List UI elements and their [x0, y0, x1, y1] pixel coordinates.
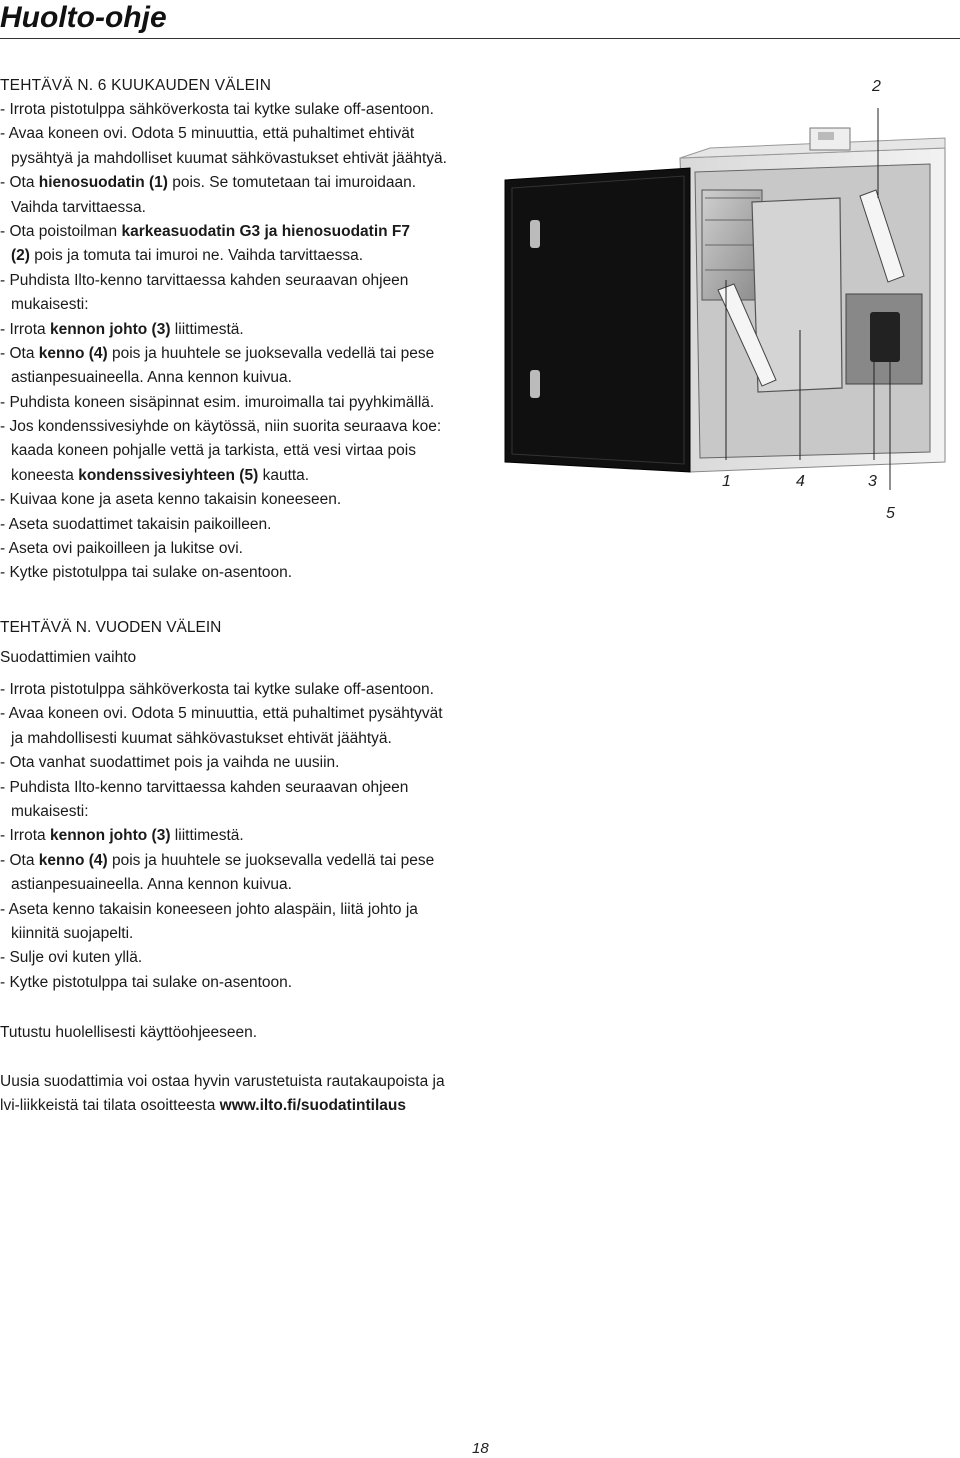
open-door [505, 168, 690, 472]
instruction-line [0, 488, 490, 512]
instruction-text: - Kytke pistotulppa tai sulake on-asentoon. [0, 973, 293, 991]
page-number: 18 [472, 1440, 489, 1457]
instruction-text: mukaisesti: [11, 802, 89, 820]
instruction-line [0, 415, 490, 439]
instruction-text: - Ota [0, 851, 39, 869]
instruction-text: mukaisesti: [11, 296, 89, 314]
instruction-line [0, 898, 520, 922]
instruction-line [0, 391, 490, 415]
instruction-text: - Ota [0, 344, 39, 362]
instruction-line [0, 122, 490, 146]
instruction-text: pois ja huuhtele se juoksevalla vedellä tai pese [107, 851, 435, 869]
purchase-note-line2 [0, 1094, 445, 1118]
instruction-line [0, 849, 520, 873]
callout-1: 1 [722, 473, 731, 490]
instruction-text: koneesta [11, 466, 79, 484]
instruction-text: pois. Se tomutetaan tai imuroidaan. [167, 174, 417, 192]
instruction-emphasis: kenno (4) [38, 344, 108, 362]
instruction-text: - Puhdista Ilto-kenno tarvittaessa kahden seuraavan ohjeen [0, 778, 409, 796]
instruction-line [0, 244, 490, 268]
instruction-line [0, 873, 520, 897]
instruction-text: pois ja huuhtele se juoksevalla vedellä tai pese [107, 344, 435, 362]
ventilation-unit-figure [490, 80, 960, 540]
instruction-line [0, 318, 490, 342]
instruction-line [0, 293, 490, 317]
instruction-text: - Kytke pistotulppa tai sulake on-asentoon. [0, 564, 293, 582]
instruction-text: liittimestä. [170, 827, 244, 845]
instruction-text: - Ota vanhat suodattimet pois ja vaihda ne uusiin. [0, 754, 340, 772]
instruction-text: - Kuivaa kone ja aseta kenno takaisin koneeseen. [0, 491, 342, 509]
instruction-text: - Irrota [0, 320, 50, 338]
instruction-emphasis: kenno (4) [38, 851, 108, 869]
instruction-text: - Irrota pistotulppa sähköverkosta tai kytke sulake off-asentoon. [0, 101, 434, 118]
instruction-line [0, 342, 490, 366]
instruction-emphasis: hienosuodatin (1) [38, 174, 168, 192]
instruction-emphasis: (2) [11, 247, 30, 265]
instruction-text: pysähtyä ja mahdolliset kuumat sähkövastukset ehtivät jäähtyä. [11, 149, 447, 167]
instruction-text: kiinnitä suojapelti. [11, 924, 134, 942]
instruction-text: Vaihda tarvittaessa. [11, 198, 146, 216]
callout-2: 2 [872, 78, 881, 95]
instruction-line [0, 678, 520, 702]
instruction-line [0, 824, 520, 848]
instruction-line [0, 464, 490, 488]
instruction-text: - Puhdista koneen sisäpinnat esim. imuroimalla tai pyyhkimällä. [0, 393, 435, 411]
instruction-line [0, 946, 520, 970]
instruction-line [0, 439, 490, 463]
instruction-text: - Aseta kenno takaisin koneeseen johto alaspäin, liitä johto ja [0, 900, 418, 918]
instruction-text: - Irrota pistotulppa sähköverkosta tai kytke sulake off-asentoon. [0, 681, 434, 698]
instruction-text: liittimestä. [170, 320, 244, 338]
instruction-line [0, 727, 520, 751]
callout-5: 5 [886, 505, 895, 522]
instruction-line [0, 220, 490, 244]
instruction-text: - Irrota [0, 827, 50, 845]
instruction-text: - Aseta ovi paikoilleen ja lukitse ovi. [0, 540, 243, 558]
instruction-line [0, 171, 490, 195]
instruction-text: - Ota [0, 174, 39, 192]
section2-heading: TEHTÄVÄ N. VUODEN VÄLEIN [0, 619, 222, 636]
instruction-emphasis: karkeasuodatin G3 ja hienosuodatin F7 [121, 222, 411, 240]
instruction-emphasis: kondenssivesiyhteen (5) [78, 466, 259, 484]
manual-note: Tutustu huolellisesti käyttöohjeeseen. [0, 1024, 258, 1041]
section1-heading: TEHTÄVÄ N. 6 KUUKAUDEN VÄLEIN [0, 77, 272, 94]
instruction-line [0, 513, 490, 537]
instruction-text: kautta. [258, 466, 310, 484]
instruction-line [0, 971, 520, 995]
callout-4: 4 [796, 473, 805, 490]
instruction-text: astianpesuaineella. Anna kennon kuivua. [11, 369, 292, 387]
instruction-line [0, 147, 490, 171]
instruction-text: pois ja tomuta tai imuroi ne. Vaihda tarvittaessa. [29, 247, 364, 265]
door-handle-bottom [530, 370, 540, 398]
instruction-line [0, 366, 490, 390]
instruction-text: - Aseta suodattimet takaisin paikoilleen. [0, 515, 272, 533]
purchase-note-prefix: lvi-liikkeistä tai tilata osoitteesta [0, 1097, 220, 1115]
instruction-line [0, 561, 490, 585]
instruction-line [0, 800, 520, 824]
instruction-emphasis: kennon johto (3) [49, 827, 171, 845]
instruction-line [0, 537, 490, 561]
instruction-text: kaada koneen pohjalle vettä ja tarkista, että vesi virtaa pois [11, 442, 416, 460]
instruction-line [0, 702, 520, 726]
title-rule [0, 38, 960, 39]
instruction-line [0, 98, 490, 122]
order-url-link[interactable]: www.ilto.fi/suodatintilaus [219, 1097, 406, 1115]
section2-instructions [0, 678, 520, 995]
purchase-note [0, 1070, 445, 1119]
section2-subheading: Suodattimien vaihto [0, 649, 137, 666]
instruction-line [0, 269, 490, 293]
instruction-text: - Sulje ovi kuten yllä. [0, 949, 143, 967]
callout-3: 3 [868, 473, 877, 490]
instruction-line [0, 751, 520, 775]
purchase-note-line1: Uusia suodattimia voi ostaa hyvin varustetuista rautakaupoista ja [0, 1073, 445, 1090]
door-handle-top [530, 220, 540, 248]
instruction-text: - Avaa koneen ovi. Odota 5 minuuttia, että puhaltimet pysähtyvät [0, 705, 443, 723]
instruction-line [0, 922, 520, 946]
instruction-text: - Avaa koneen ovi. Odota 5 minuuttia, että puhaltimet ehtivät [0, 125, 415, 143]
instruction-line [0, 776, 520, 800]
instruction-text: astianpesuaineella. Anna kennon kuivua. [11, 876, 292, 894]
instruction-text: - Jos kondenssivesiyhde on käytössä, niin suorita seuraava koe: [0, 418, 442, 436]
instruction-emphasis: kennon johto (3) [49, 320, 171, 338]
section1-instructions [0, 98, 490, 586]
instruction-text: - Puhdista Ilto-kenno tarvittaessa kahden seuraavan ohjeen [0, 271, 409, 289]
page-title: Huolto-ohje [0, 1, 167, 34]
instruction-text: ja mahdollisesti kuumat sähkövastukset ehtivät jäähtyä. [11, 729, 392, 747]
instruction-line [0, 196, 490, 220]
instruction-text: - Ota poistoilman [0, 222, 122, 240]
